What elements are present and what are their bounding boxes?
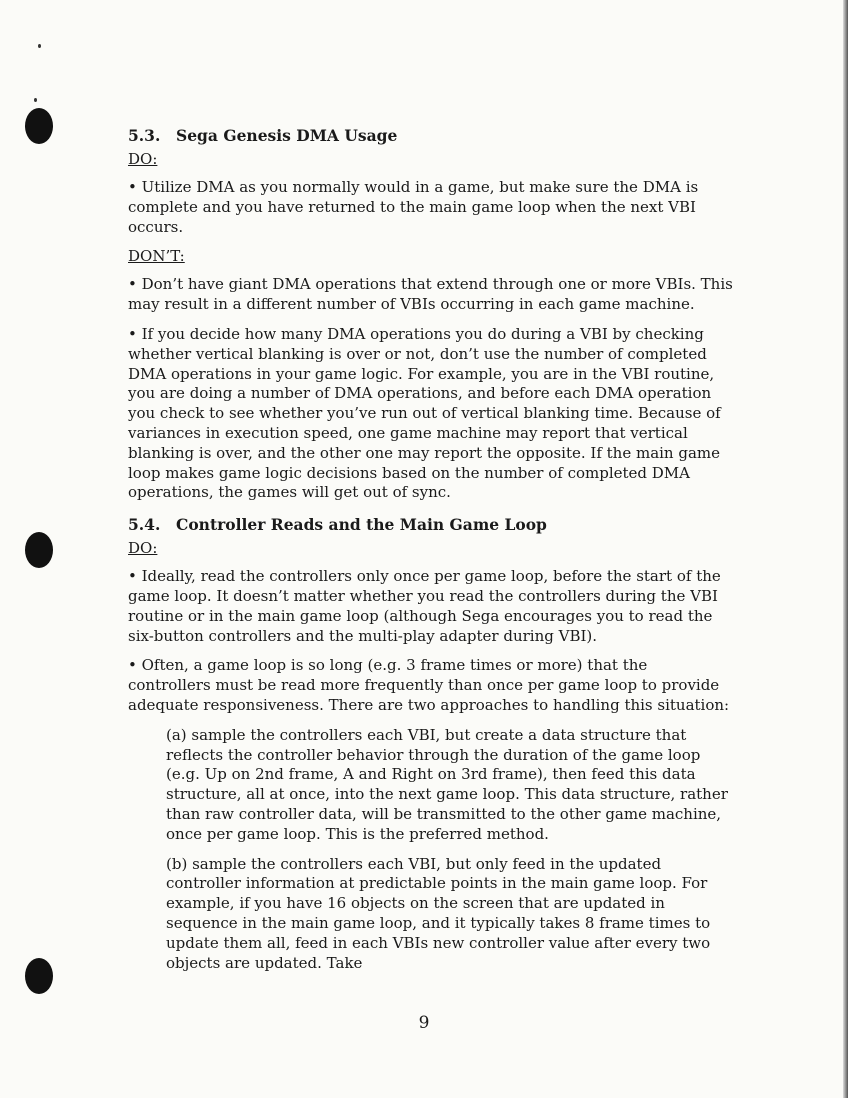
bullet-paragraph: • Utilize DMA as you normally would in a game, but make sure the DMA is complete and you have returned to the main game loop when the next VBI occurs. [128, 178, 699, 236]
section-number: 5.4. [128, 515, 161, 535]
section-heading-5-3 [128, 126, 733, 146]
page-number: 9 [418, 1013, 430, 1033]
scan-speck [38, 44, 41, 48]
binder-hole-top [25, 108, 53, 144]
page-content [128, 126, 733, 983]
bullet-paragraph: • Ideally, read the controllers only once per game loop, before the start of the game loop. It doesn’t matter whether you read the controllers during the VBI routine or in the main game loop (although Sega encourages you to read the six-button controllers and the multi-play adapter during VBI). [128, 567, 721, 645]
scan-speck [34, 98, 37, 102]
do-label: DO: [128, 539, 158, 558]
dont-label: DON’T: [128, 247, 185, 266]
binder-hole-bottom [25, 958, 53, 994]
scan-edge [843, 0, 848, 1098]
section-heading-5-4 [128, 515, 733, 535]
bullet-paragraph: • Don’t have giant DMA operations that extend through one or more VBIs. This may result in a different number of VBIs occurring in each game machine. [128, 275, 733, 314]
do-label: DO: [128, 150, 158, 168]
bullet-paragraph: • If you decide how many DMA operations you do during a VBI by checking whether vertical blanking is over or not, don’t use the number of completed DMA operations in your game logic. For example, you are in the VBI routine, you are doing a number of DMA operations, and before each DMA operation you check to see whether you’ve run out of vertical blanking time. Because of variances in execution speed, one game machine may report that vertical blanking is over, and the other one may report the opposite. If the main game loop makes game logic decisions based on the number of completed DMA operations, the games will get out of sync. [128, 324, 721, 502]
section-title: Sega Genesis DMA Usage [176, 126, 398, 145]
binder-hole-middle [25, 532, 53, 568]
sub-paragraph-b: (b) sample the controllers each VBI, but only feed in the updated controller information at predictable points in the main game loop. For example, if you have 16 objects on the screen that are updated in sequence in the main game loop, and it typically takes 8 frame times to update them all, feed in each VBIs new controller value after every two objects are updated. Take [166, 854, 711, 972]
section-title: Controller Reads and the Main Game Loop [176, 515, 547, 535]
bullet-paragraph: • Often, a game loop is so long (e.g. 3 frame times or more) that the controllers must be read more frequently than once per game loop to provide adequate responsiveness. There are two approaches to handling this situation: [128, 656, 730, 714]
section-number: 5.3. [128, 126, 161, 145]
sub-paragraph-a: (a) sample the controllers each VBI, but create a data structure that reflects the controller behavior through the duration of the game loop (e.g. Up on 2nd frame, A and Right on 3rd frame), then feed this data structure, all at once, into the next game loop. This data structure, rather than raw controller data, will be transmitted to the other game machine, once per game loop. This is the preferred method. [166, 725, 728, 843]
